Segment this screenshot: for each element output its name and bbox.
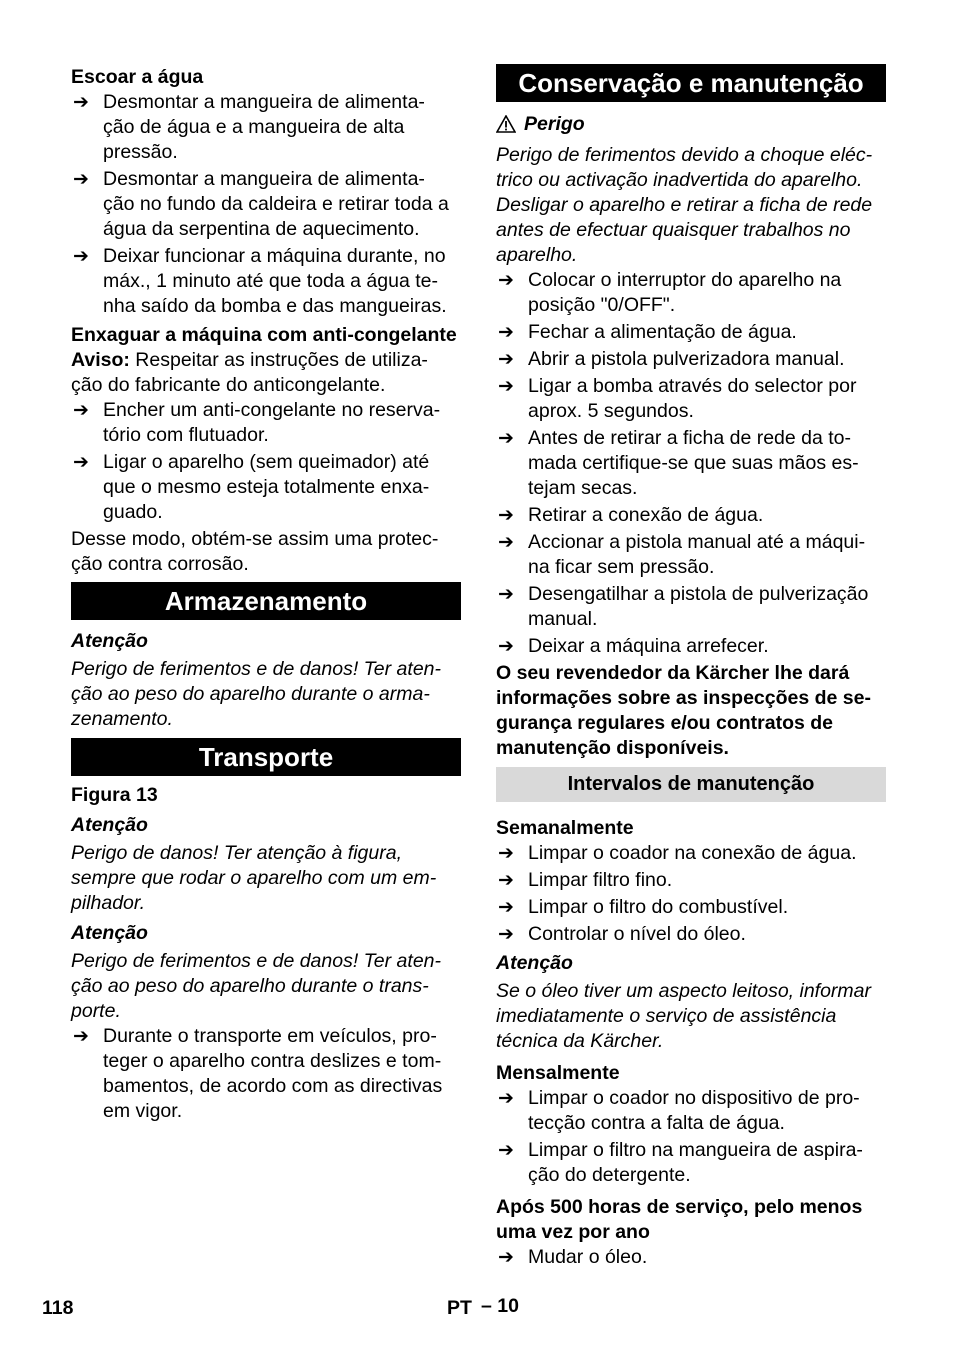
list-item: ➔ Controlar o nível do óleo. [498, 923, 746, 945]
arrow-icon: ➔ [73, 92, 89, 113]
mensalmente-title: Mensalmente [496, 1062, 620, 1084]
arrow-icon: ➔ [73, 452, 89, 473]
arrow-icon: ➔ [498, 584, 514, 605]
arrow-icon: ➔ [498, 270, 514, 291]
list-item: ➔ Ligar a bomba através do selector por aprox. 5 segundos. [498, 375, 857, 422]
list-item: ➔ Antes de retirar a ficha de rede da to- mada certifique-se que suas mãos es- tejam secas. [498, 427, 859, 499]
list-item: ➔ Encher um anti-congelante no reserva- tório com flutuador. [73, 399, 441, 446]
arrow-icon: ➔ [498, 349, 514, 370]
revendedor-note: O seu revendedor da Kärcher lhe dará informações sobre as inspecções de se- gurança regulares e/ou contratos de manutenção disponíveis. [496, 662, 871, 759]
transporte-heading: Transporte [71, 738, 461, 776]
list-item: ➔ Limpar o filtro do combustível. [498, 896, 789, 918]
transporte-warning: Perigo de ferimentos e de danos! Ter aten- ção ao peso do aparelho durante o trans- porte. [71, 950, 442, 1022]
arrow-icon: ➔ [498, 376, 514, 397]
list-item: ➔ Retirar a conexão de água. [498, 504, 764, 526]
atencao-label: Atenção [496, 952, 573, 974]
atencao-label: Atenção [71, 922, 148, 944]
desse-modo-text: Desse modo, obtém-se assim uma protec- ção contra corrosão. [71, 528, 439, 575]
list-item: ➔ Accionar a pistola manual até a máqui- na ficar sem pressão. [498, 531, 866, 578]
list-item: ➔ Fechar a alimentação de água. [498, 321, 797, 343]
list-item: ➔ Limpar o coador na conexão de água. [498, 842, 857, 864]
page-number: 118 [42, 1297, 74, 1319]
arrow-icon: ➔ [498, 1140, 514, 1161]
list-item: ➔ Durante o transporte em veículos, pro- teger o aparelho contra deslizes e tom- bamentos, de acordo com as directivas em vigor. [73, 1025, 443, 1122]
list-item: ➔ Abrir a pistola pulverizadora manual. [498, 348, 845, 370]
arrow-icon: ➔ [498, 532, 514, 553]
apos-title: Após 500 horas de serviço, pelo menos uma vez por ano [496, 1196, 863, 1243]
aviso-note: Aviso: Respeitar as instruções de utiliza- ção do fabricante do anticongelante. [71, 349, 428, 396]
arrow-icon: ➔ [73, 246, 89, 267]
warning-triangle-icon [496, 115, 516, 140]
list-item: ➔ Colocar o interruptor do aparelho na posição "0/OFF". [498, 269, 842, 316]
footer-section-page: – 10 [481, 1295, 519, 1317]
arrow-icon: ➔ [73, 169, 89, 190]
list-item: ➔ Limpar filtro fino. [498, 869, 673, 891]
transporte-warning: Perigo de danos! Ter atenção à figura, sempre que rodar o aparelho com um em- pilhador. [71, 842, 437, 914]
atencao-label: Atenção [71, 814, 148, 836]
conservacao-heading: Conservação e manutenção [496, 64, 886, 102]
arrow-icon: ➔ [498, 843, 514, 864]
arrow-icon: ➔ [498, 924, 514, 945]
footer-lang: PT [447, 1297, 472, 1319]
list-item: ➔ Deixar a máquina arrefecer. [498, 635, 769, 657]
list-item: ➔ Mudar o óleo. [498, 1246, 648, 1268]
arrow-icon: ➔ [498, 322, 514, 343]
perigo-line: Perigo [496, 112, 886, 140]
arrow-icon: ➔ [73, 400, 89, 421]
right-column [496, 64, 886, 1272]
semanalmente-title: Semanalmente [496, 817, 634, 839]
list-item: ➔ Limpar o coador no dispositivo de pro- tecção contra a falta de água. [498, 1087, 860, 1134]
arrow-icon: ➔ [73, 1026, 89, 1047]
armazenamento-heading: Armazenamento [71, 582, 461, 620]
arrow-icon: ➔ [498, 897, 514, 918]
list-item: ➔ Limpar o filtro na mangueira de aspira- ção do detergente. [498, 1139, 863, 1186]
list-item: ➔ Ligar o aparelho (sem queimador) até que o mesmo esteja totalmente enxa- guado. [73, 451, 430, 523]
list-item: ➔ Desmontar a mangueira de alimenta- ção de água e a mangueira de alta pressão. [73, 91, 425, 163]
arrow-icon: ➔ [498, 636, 514, 657]
left-column [71, 64, 461, 1126]
list-item: ➔ Desmontar a mangueira de alimenta- ção no fundo da caldeira e retirar toda a água da serpentina de aquecimento. [73, 168, 449, 240]
figura-label: Figura 13 [71, 784, 158, 806]
perigo-text: Perigo de ferimentos devido a choque eléc- trico ou activação inadvertida do aparelho. Desligar o aparelho e retirar a ficha de rede antes de efectuar quaisquer trabalhos no aparelho. [496, 144, 873, 266]
atencao-label: Atenção [71, 630, 148, 652]
list-item: ➔ Desengatilhar a pistola de pulverização manual. [498, 583, 869, 630]
list-item: ➔ Deixar funcionar a máquina durante, no máx., 1 minuto até que toda a água te- nha saído da bomba e das mangueiras. [73, 245, 447, 317]
escoar-title: Escoar a água [71, 66, 204, 88]
armazenamento-warning: Perigo de ferimentos e de danos! Ter aten- ção ao peso do aparelho durante o arma- zenamento. [71, 658, 442, 730]
arrow-icon: ➔ [498, 428, 514, 449]
intervalos-heading: Intervalos de manutenção [496, 767, 886, 802]
arrow-icon: ➔ [498, 505, 514, 526]
arrow-icon: ➔ [498, 870, 514, 891]
arrow-icon: ➔ [498, 1247, 514, 1268]
oleo-warning: Se o óleo tiver um aspecto leitoso, informar imediatamente o serviço de assistência técnica da Kärcher. [496, 980, 872, 1052]
arrow-icon: ➔ [498, 1088, 514, 1109]
enxaguar-title: Enxaguar a máquina com anti-congelante [71, 324, 457, 346]
